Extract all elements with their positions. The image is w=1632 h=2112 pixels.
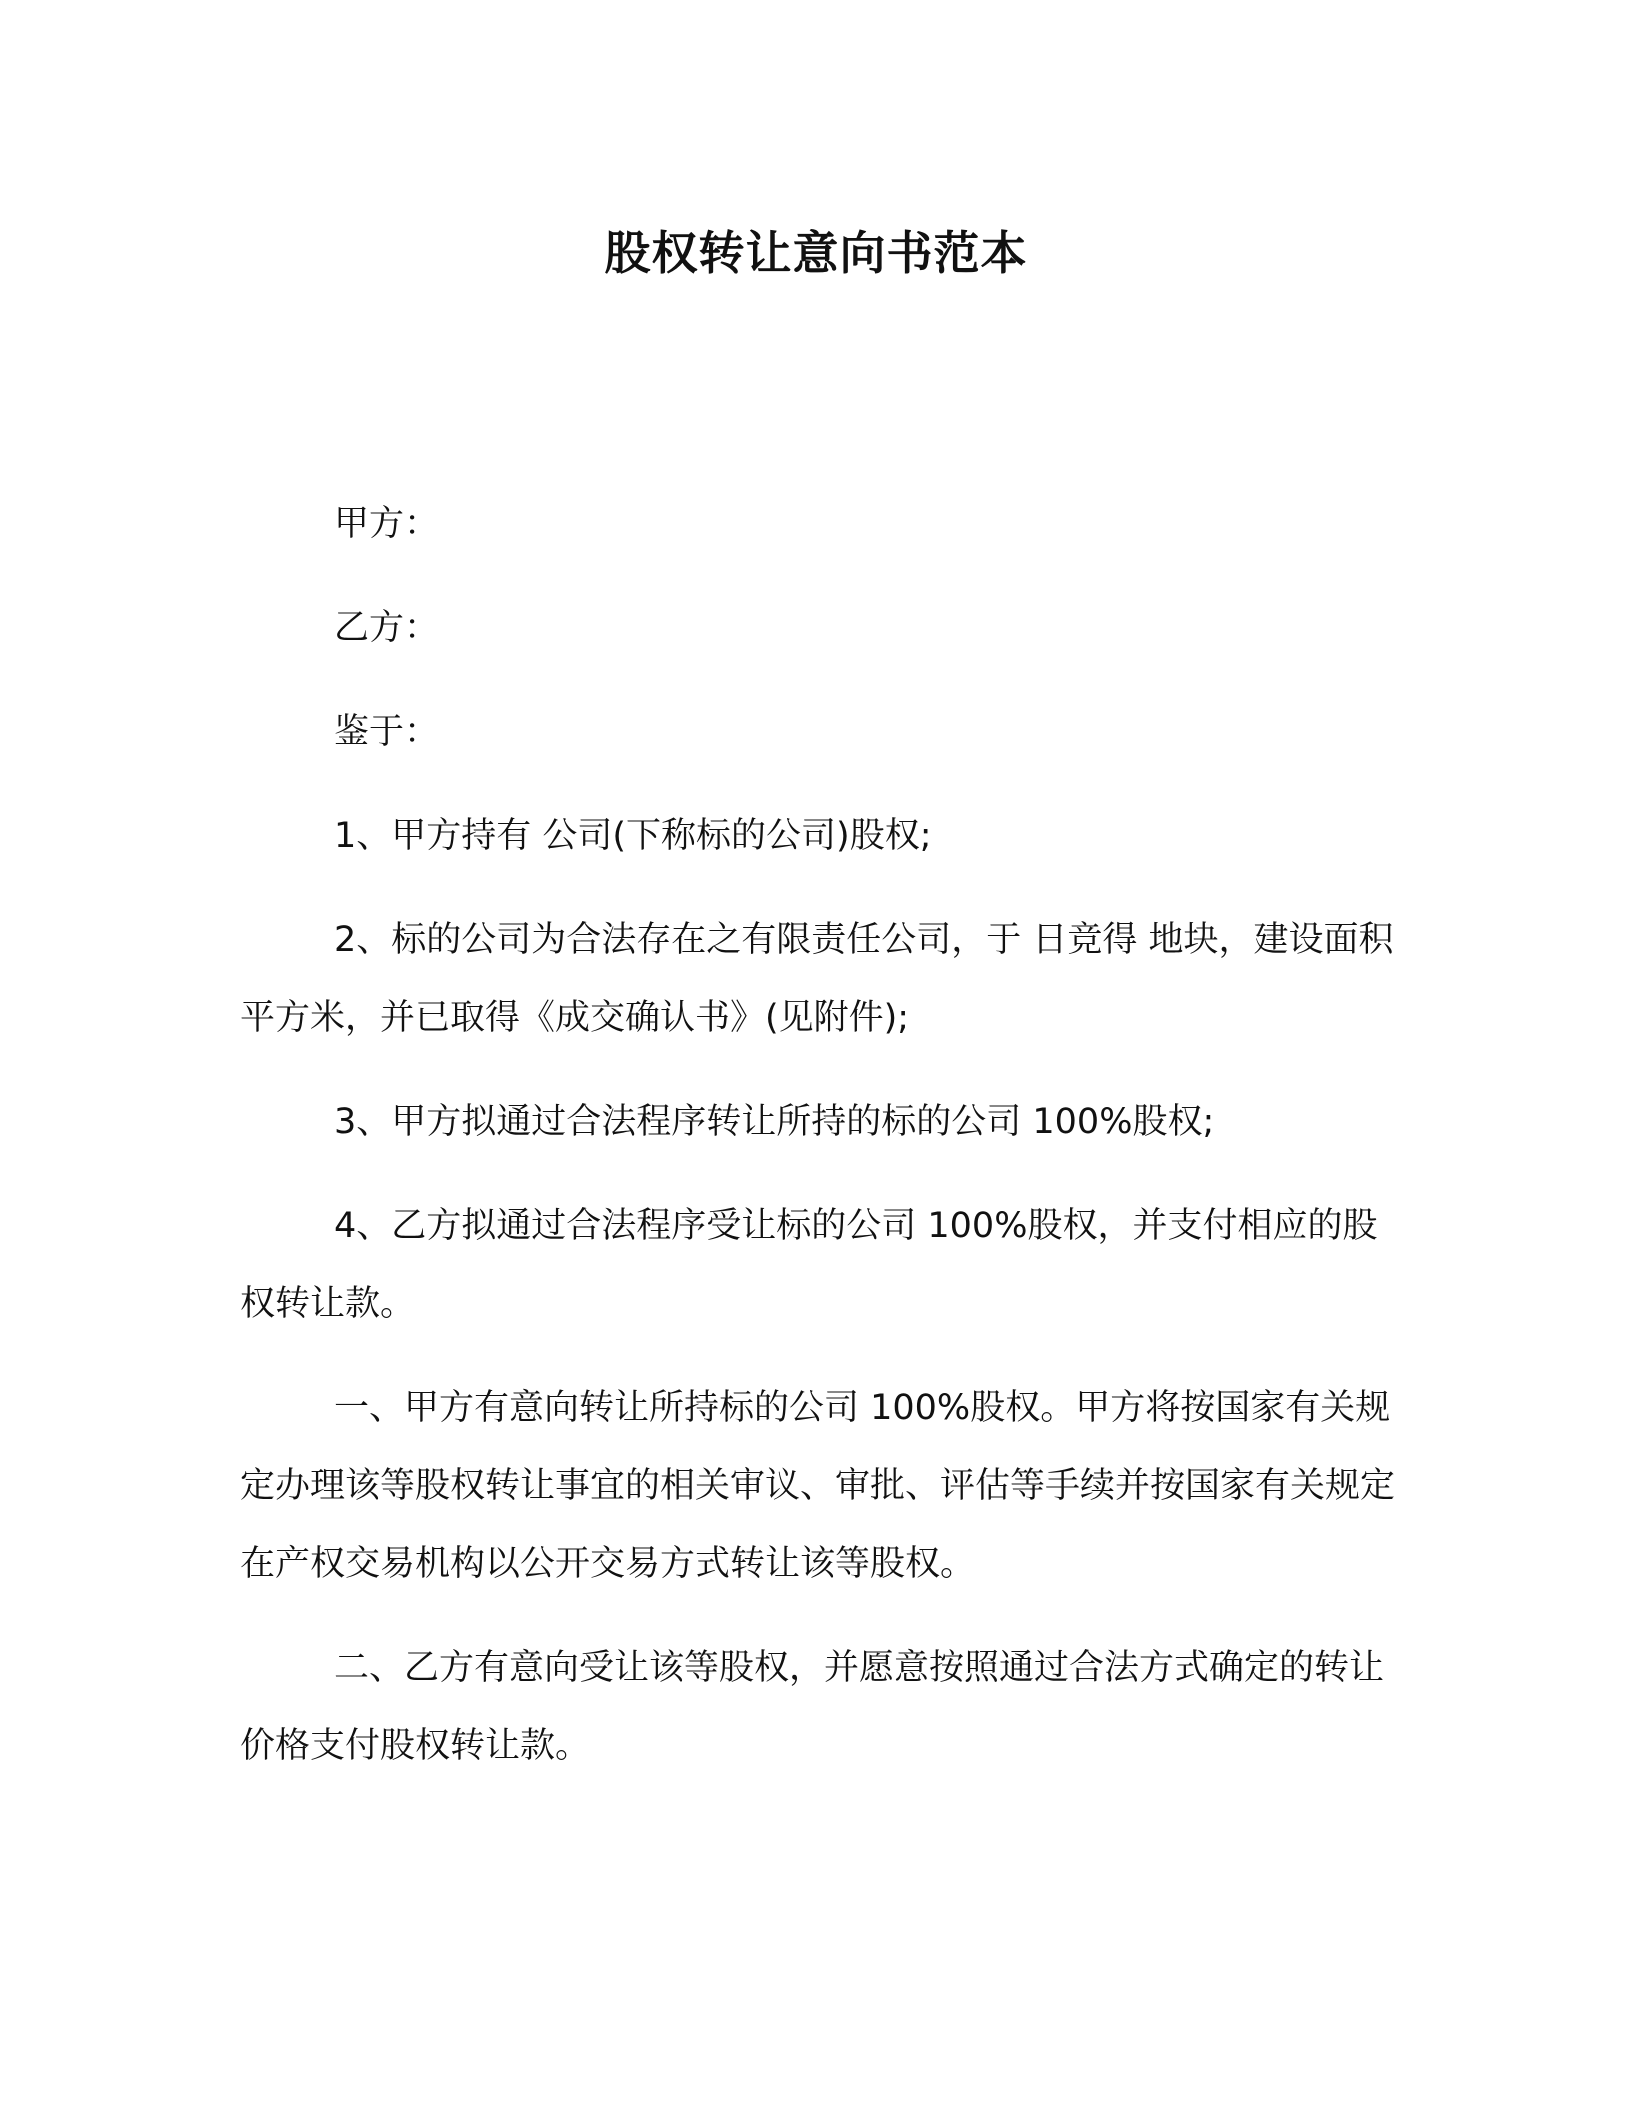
party-a-field: 甲方： xyxy=(334,504,440,544)
whereas-heading: 鉴于： xyxy=(334,712,440,752)
recital-4: 4、乙方拟通过合法程序受让标的公司 100%股权，并支付相应的股权转让款。 xyxy=(240,1206,1378,1324)
recital-2: 2、标的公司为合法存在之有限责任公司，于 日竞得 地块，建设面积 平方米，并已取得《成交确认书》(见附件); xyxy=(240,920,1394,1038)
clause-1: 一、甲方有意向转让所持标的公司 100%股权。甲方将按国家有关规定办理该等股权转让事宜的相关审议、审批、评估等手续并按国家有关规定在产权交易机构以公开交易方式转让该等股权。 xyxy=(240,1388,1396,1584)
document-title: 股权转让意向书范本 xyxy=(604,226,1028,280)
recital-1: 1、甲方持有 公司(下称标的公司)股权; xyxy=(334,816,932,856)
party-b-field: 乙方： xyxy=(334,608,440,648)
clause-2: 二、乙方有意向受让该等股权，并愿意按照通过合法方式确定的转让价格支付股权转让款。 xyxy=(240,1648,1385,1766)
document-body xyxy=(240,485,1400,1811)
recital-3: 3、甲方拟通过合法程序转让所持的标的公司 100%股权; xyxy=(334,1102,1215,1142)
